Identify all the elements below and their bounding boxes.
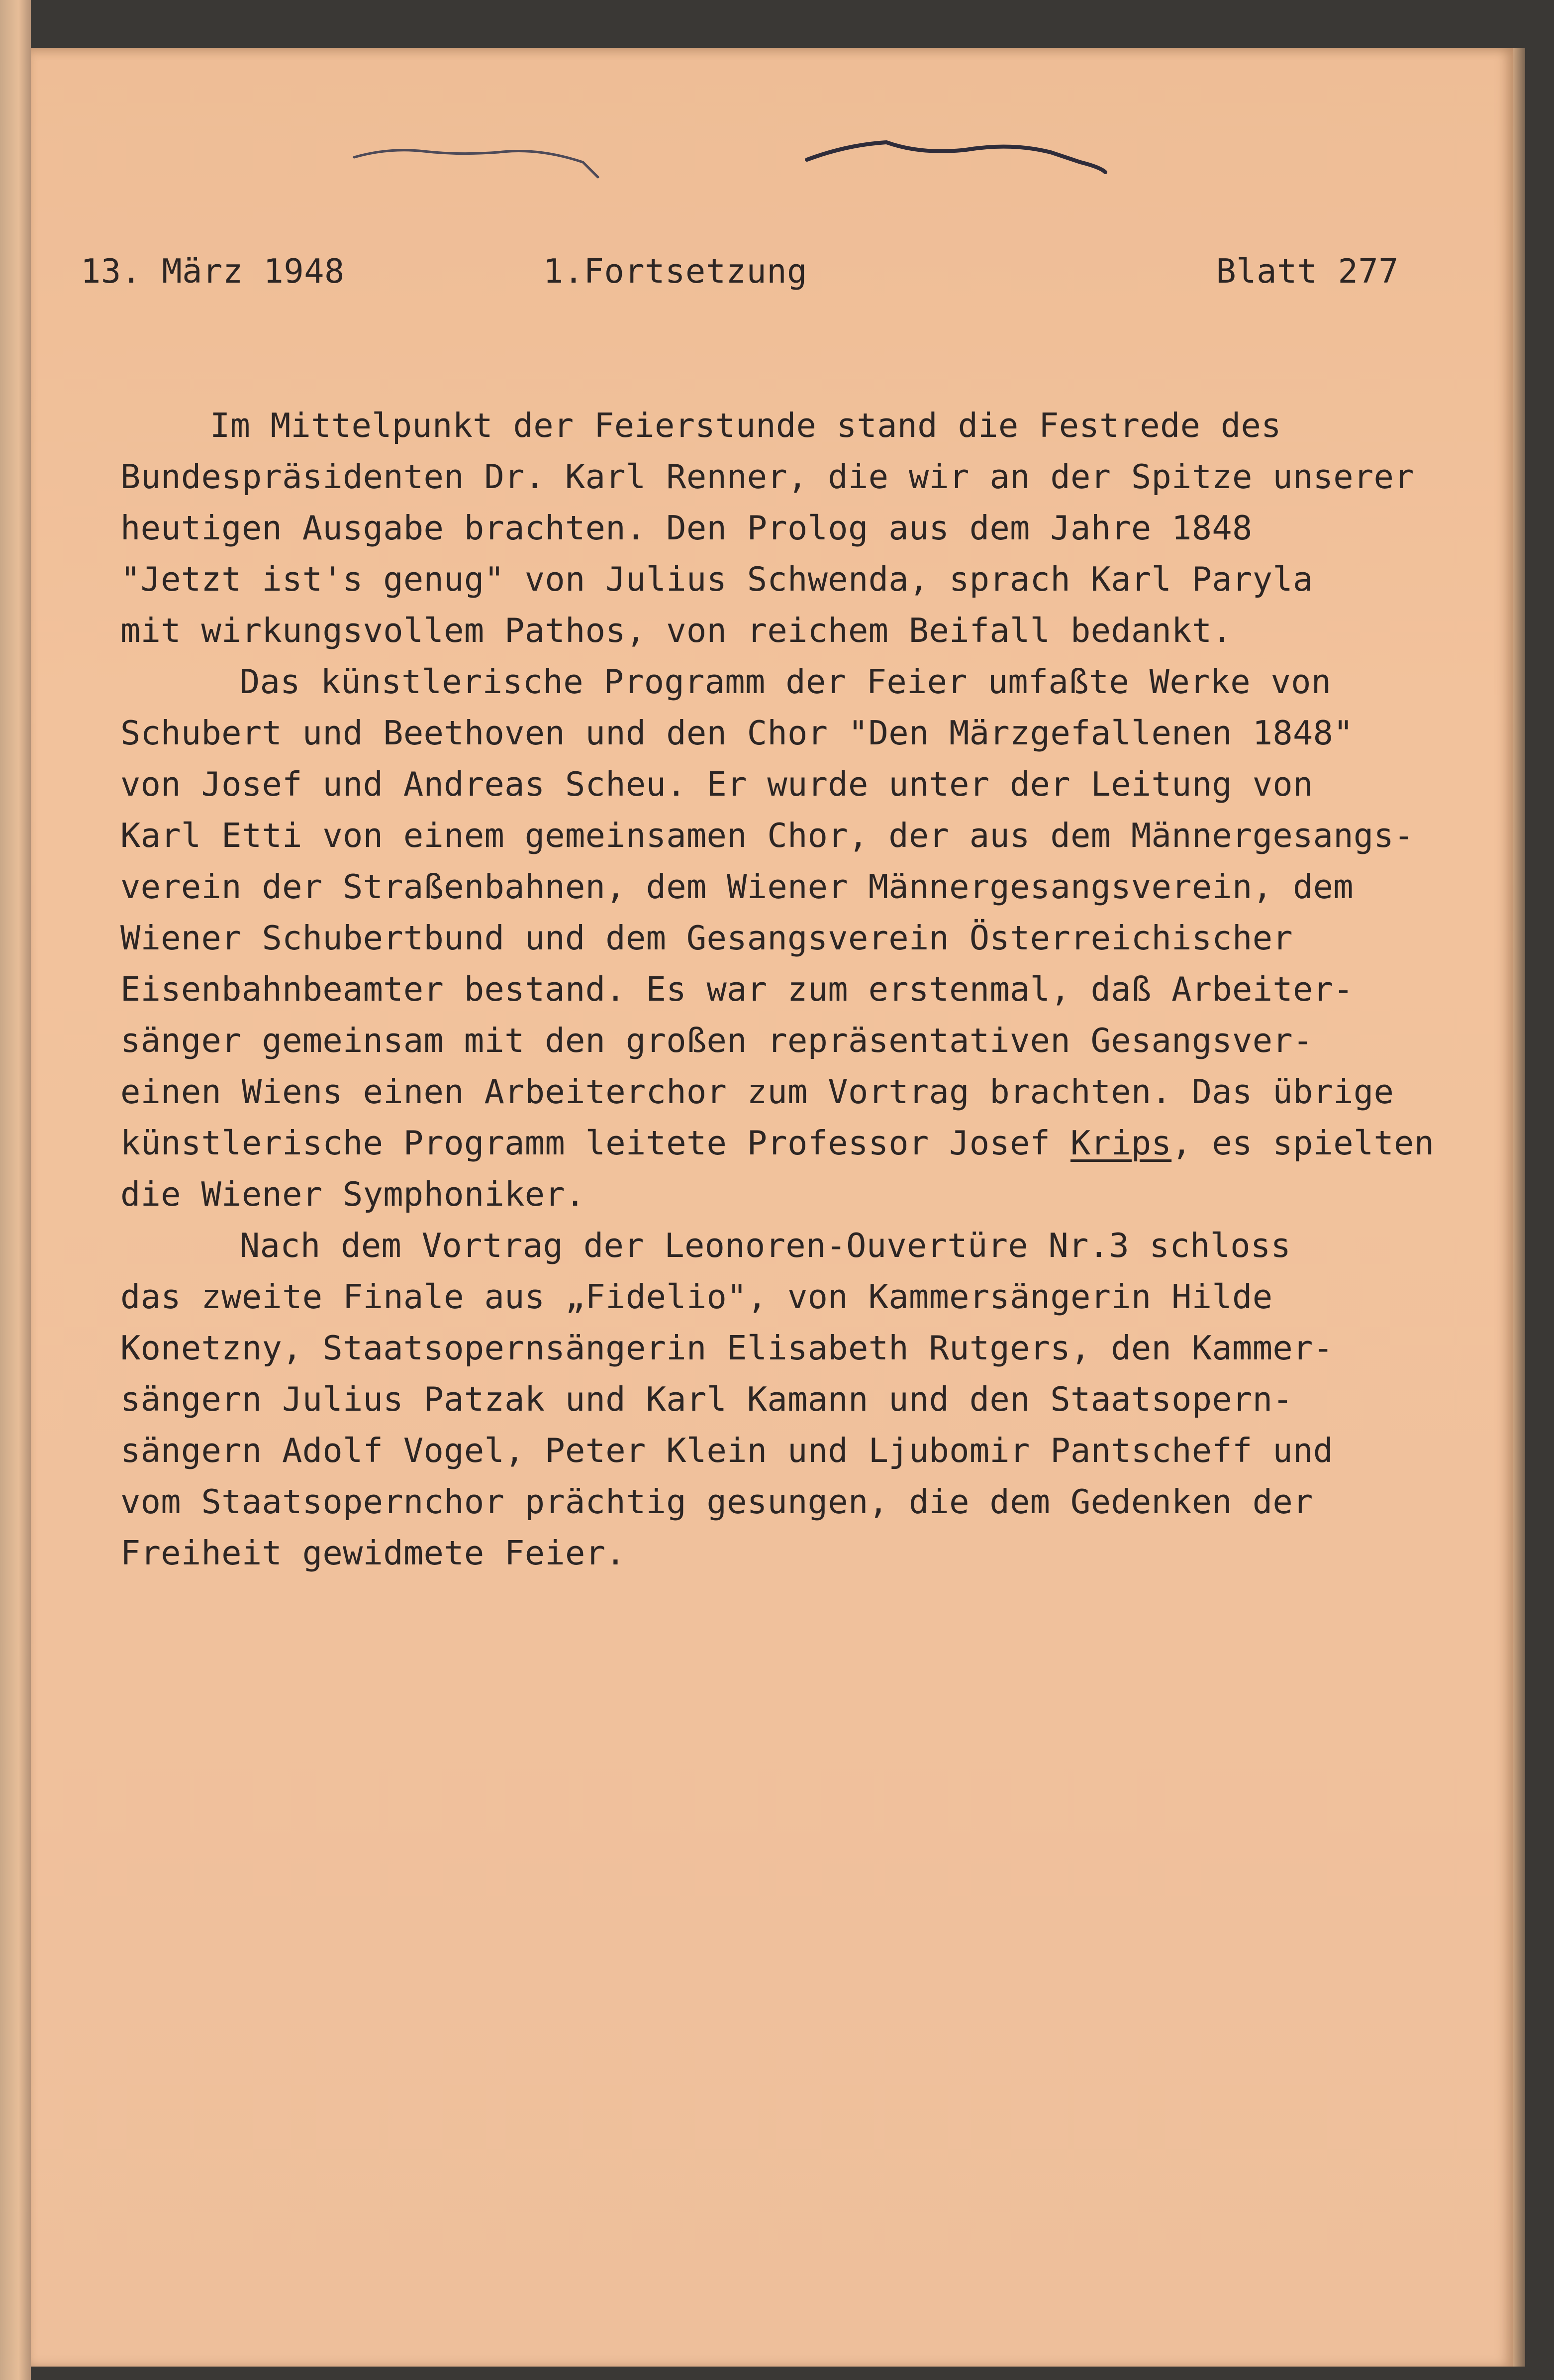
text-line: einen Wiens einen Arbeiterchor zum Vortrag brachten. Das übrige — [120, 1072, 1394, 1111]
text-line: Eisenbahnbeamter bestand. Es war zum erstenmal, daß Arbeiter- — [120, 970, 1354, 1009]
text-line — [120, 1124, 1434, 1162]
text-line: verein der Straßenbahnen, dem Wiener Männergesangsverein, dem — [120, 867, 1354, 906]
header-continuation: 1.Fortsetzung — [543, 252, 807, 291]
page-header — [81, 252, 1399, 297]
book-spine — [0, 0, 31, 2380]
text-line: mit wirkungsvollem Pathos, von reichem Beifall bedankt. — [120, 611, 1233, 650]
pen-scribble-right — [802, 122, 1120, 182]
text-line: heutigen Ausgabe brachten. Den Prolog aus dem Jahre 1848 — [120, 509, 1253, 547]
text-line: das zweite Finale aus „Fidelio", von Kammersängerin Hilde — [120, 1277, 1273, 1316]
text-line: sängern Julius Patzak und Karl Kamann und den Staatsopern- — [120, 1380, 1293, 1419]
underlined-name: Krips — [1070, 1124, 1172, 1162]
text-line: Das künstlerische Programm der Feier umfaßte Werke von — [240, 662, 1332, 701]
text-segment: , es spielten — [1171, 1124, 1435, 1162]
text-line: sängern Adolf Vogel, Peter Klein und Ljubomir Pantscheff und — [120, 1431, 1334, 1470]
header-date: 13. März 1948 — [81, 252, 345, 291]
page-edge — [1513, 48, 1525, 2367]
text-line: Karl Etti von einem gemeinsamen Chor, der aus dem Männergesangs- — [120, 816, 1414, 855]
text-segment: künstlerische Programm leitete Professor Josef — [120, 1124, 1070, 1162]
text-line: von Josef und Andreas Scheu. Er wurde unter der Leitung von — [120, 765, 1313, 804]
text-line: Nach dem Vortrag der Leonoren-Ouvertüre Nr.3 schloss — [240, 1226, 1291, 1265]
pen-scribble-left — [349, 127, 628, 182]
header-sheet-number: Blatt 277 — [1216, 252, 1399, 291]
text-line: Konetzny, Staatsopernsängerin Elisabeth Rutgers, den Kammer- — [120, 1329, 1334, 1367]
typewritten-page — [31, 48, 1513, 2367]
text-line: sänger gemeinsam mit den großen repräsentativen Gesangsver- — [120, 1021, 1313, 1060]
text-line: Schubert und Beethoven und den Chor "Den Märzgefallenen 1848" — [120, 714, 1354, 752]
text-line: "Jetzt ist's genug" von Julius Schwenda, sprach Karl Paryla — [120, 560, 1313, 599]
text-line: Bundespräsidenten Dr. Karl Renner, die wir an der Spitze unserer — [120, 457, 1414, 496]
text-line: Im Mittelpunkt der Feierstunde stand die Festrede des — [210, 406, 1281, 445]
text-line: Wiener Schubertbund und dem Gesangsverein Österreichischer — [120, 919, 1293, 957]
text-line: die Wiener Symphoniker. — [120, 1175, 585, 1214]
text-line: Freiheit gewidmete Feier. — [120, 1534, 626, 1572]
text-line: vom Staatsopernchor prächtig gesungen, die dem Gedenken der — [120, 1482, 1313, 1521]
